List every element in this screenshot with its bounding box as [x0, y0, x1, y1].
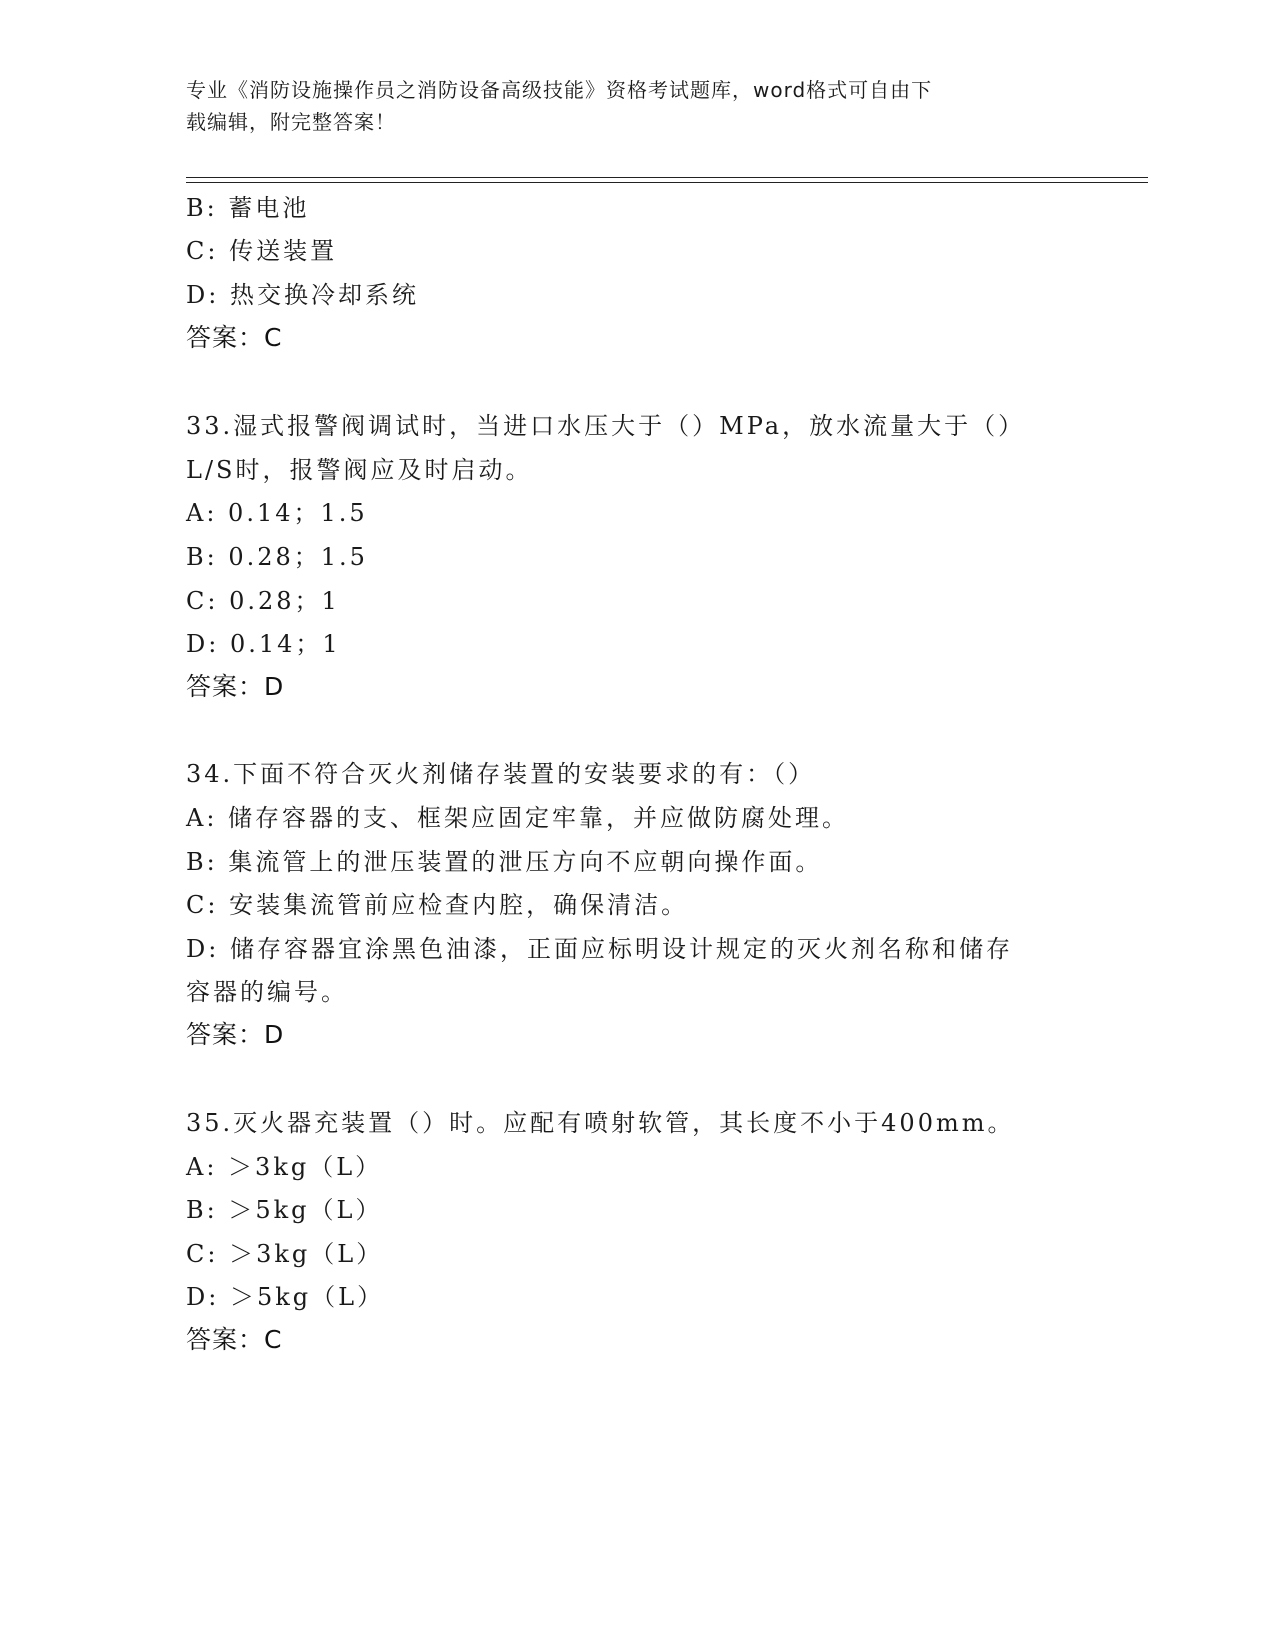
q34-answer: 答案：D: [186, 1020, 285, 1049]
header-intro-line-2: 载编辑，附完整答案！: [186, 110, 396, 134]
header-intro-line-1: 专业《消防设施操作员之消防设备高级技能》资格考试题库，word格式可自由下: [186, 78, 933, 102]
q33-stem-line-2: L/S时，报警阀应及时启动。: [186, 456, 533, 484]
q35-stem: 35.灭火器充装置（）时。应配有喷射软管，其长度不小于400mm。: [186, 1109, 1015, 1137]
q34-option-c: C: 安装集流管前应检查内腔，确保清洁。: [186, 891, 689, 919]
q35-option-b: B: ＞5kg（L）: [186, 1196, 383, 1224]
q34-stem: 34.下面不符合灭火剂储存装置的安装要求的有：（）: [186, 760, 816, 788]
q34-option-b: B: 集流管上的泄压装置的泄压方向不应朝向操作面。: [186, 848, 823, 876]
q35-option-c: C: ＞3kg（L）: [186, 1240, 384, 1268]
q35-option-a: A: ＞3kg（L）: [186, 1153, 383, 1181]
q34-option-d-line-2: 容器的编号。: [186, 978, 348, 1006]
q33-option-a: A: 0.14；1.5: [186, 499, 368, 527]
q34-option-a: A: 储存容器的支、框架应固定牢靠，并应做防腐处理。: [186, 804, 850, 832]
q33-option-d: D: 0.14；1: [186, 630, 341, 658]
q35-option-d: D: ＞5kg（L）: [186, 1283, 385, 1311]
q32-answer: 答案：C: [186, 323, 283, 352]
header-divider-top: [186, 177, 1148, 178]
q33-stem-line-1: 33.湿式报警阀调试时，当进口水压大于（）MPa，放水流量大于（）: [186, 412, 1026, 440]
q34-option-d-line-1: D: 储存容器宜涂黑色油漆，正面应标明设计规定的灭火剂名称和储存: [186, 935, 1013, 963]
page-header: [186, 74, 1066, 138]
q35-answer: 答案：C: [186, 1325, 283, 1354]
q32-option-d: D: 热交换冷却系统: [186, 281, 419, 309]
q33-option-b: B: 0.28；1.5: [186, 543, 368, 571]
q32-option-b: B: 蓄电池: [186, 194, 310, 222]
header-divider-bottom: [186, 182, 1148, 183]
q33-answer: 答案：D: [186, 672, 285, 701]
q32-option-c: C: 传送装置: [186, 237, 338, 265]
q33-option-c: C: 0.28；1: [186, 587, 340, 615]
